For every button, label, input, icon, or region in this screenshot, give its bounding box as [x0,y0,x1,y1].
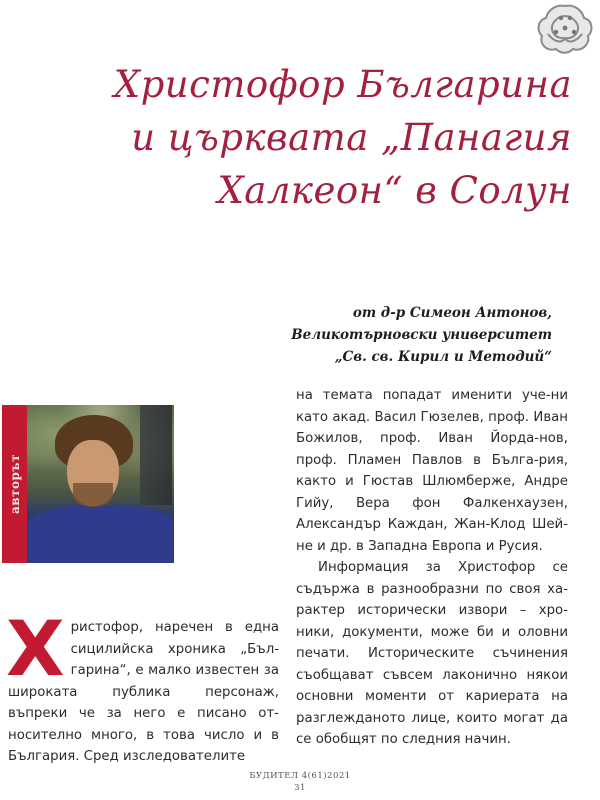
article-paragraph-1: ристофор, наречен в една сицилийска хроника „Бъл-гарина“, е малко известен за широката публика персонаж, въпреки че за него е писано от-носително много, в това число и в България. Сред изследователите [8,620,279,764]
article-paragraph-2: на темата попадат именити уче-ни като акад. Васил Гюзелев, проф. Иван Божилов, проф. Иван Йорда-нов, проф. Пламен Павлов в Бълга-рия, както и Гюстав Шлюмберже, Андре Гийу, Вера фон Фалкенхаузен, Александър Каждан, Жан-Клод Шей-не и др. в Западна Европа и Русия. [296,388,568,554]
article-title [12,58,572,217]
page-footer [230,770,370,794]
decorative-knot-ornament-icon [534,2,596,54]
title-line-2: и църквата „Панагия [131,116,572,159]
title-line-3: Халкеон“ в Солун [217,169,572,212]
byline-institution-name: „Св. св. Кирил и Методий“ [334,349,552,365]
article-paragraph-3: Информация за Христофор се съдържа в разнообразни по своя ха-рактер исторически извори – хро-ники, документи, може би и оловни печати. Историческите съчинения съобщават съвсем лаконично някои основни моменти от кариерата на разглежданото лице, които могат да се обобщят по следния начин. [296,560,568,747]
drop-cap: Х [6,604,65,693]
article-column-left [6,604,279,768]
article-column-right [296,385,568,751]
author-portrait [27,405,174,563]
page-number: 31 [294,783,306,793]
author-box [2,405,174,563]
author-byline [291,302,552,368]
title-line-1: Христофор Българина [113,63,572,106]
journal-issue: БУДИТЕЛ 4(61)2021 [249,771,351,781]
byline-author: от д-р Симеон Антонов, [352,305,552,321]
author-label-strip [2,405,27,563]
author-label: авторът [7,453,22,515]
byline-institution: Великотърновски университет [291,327,552,343]
